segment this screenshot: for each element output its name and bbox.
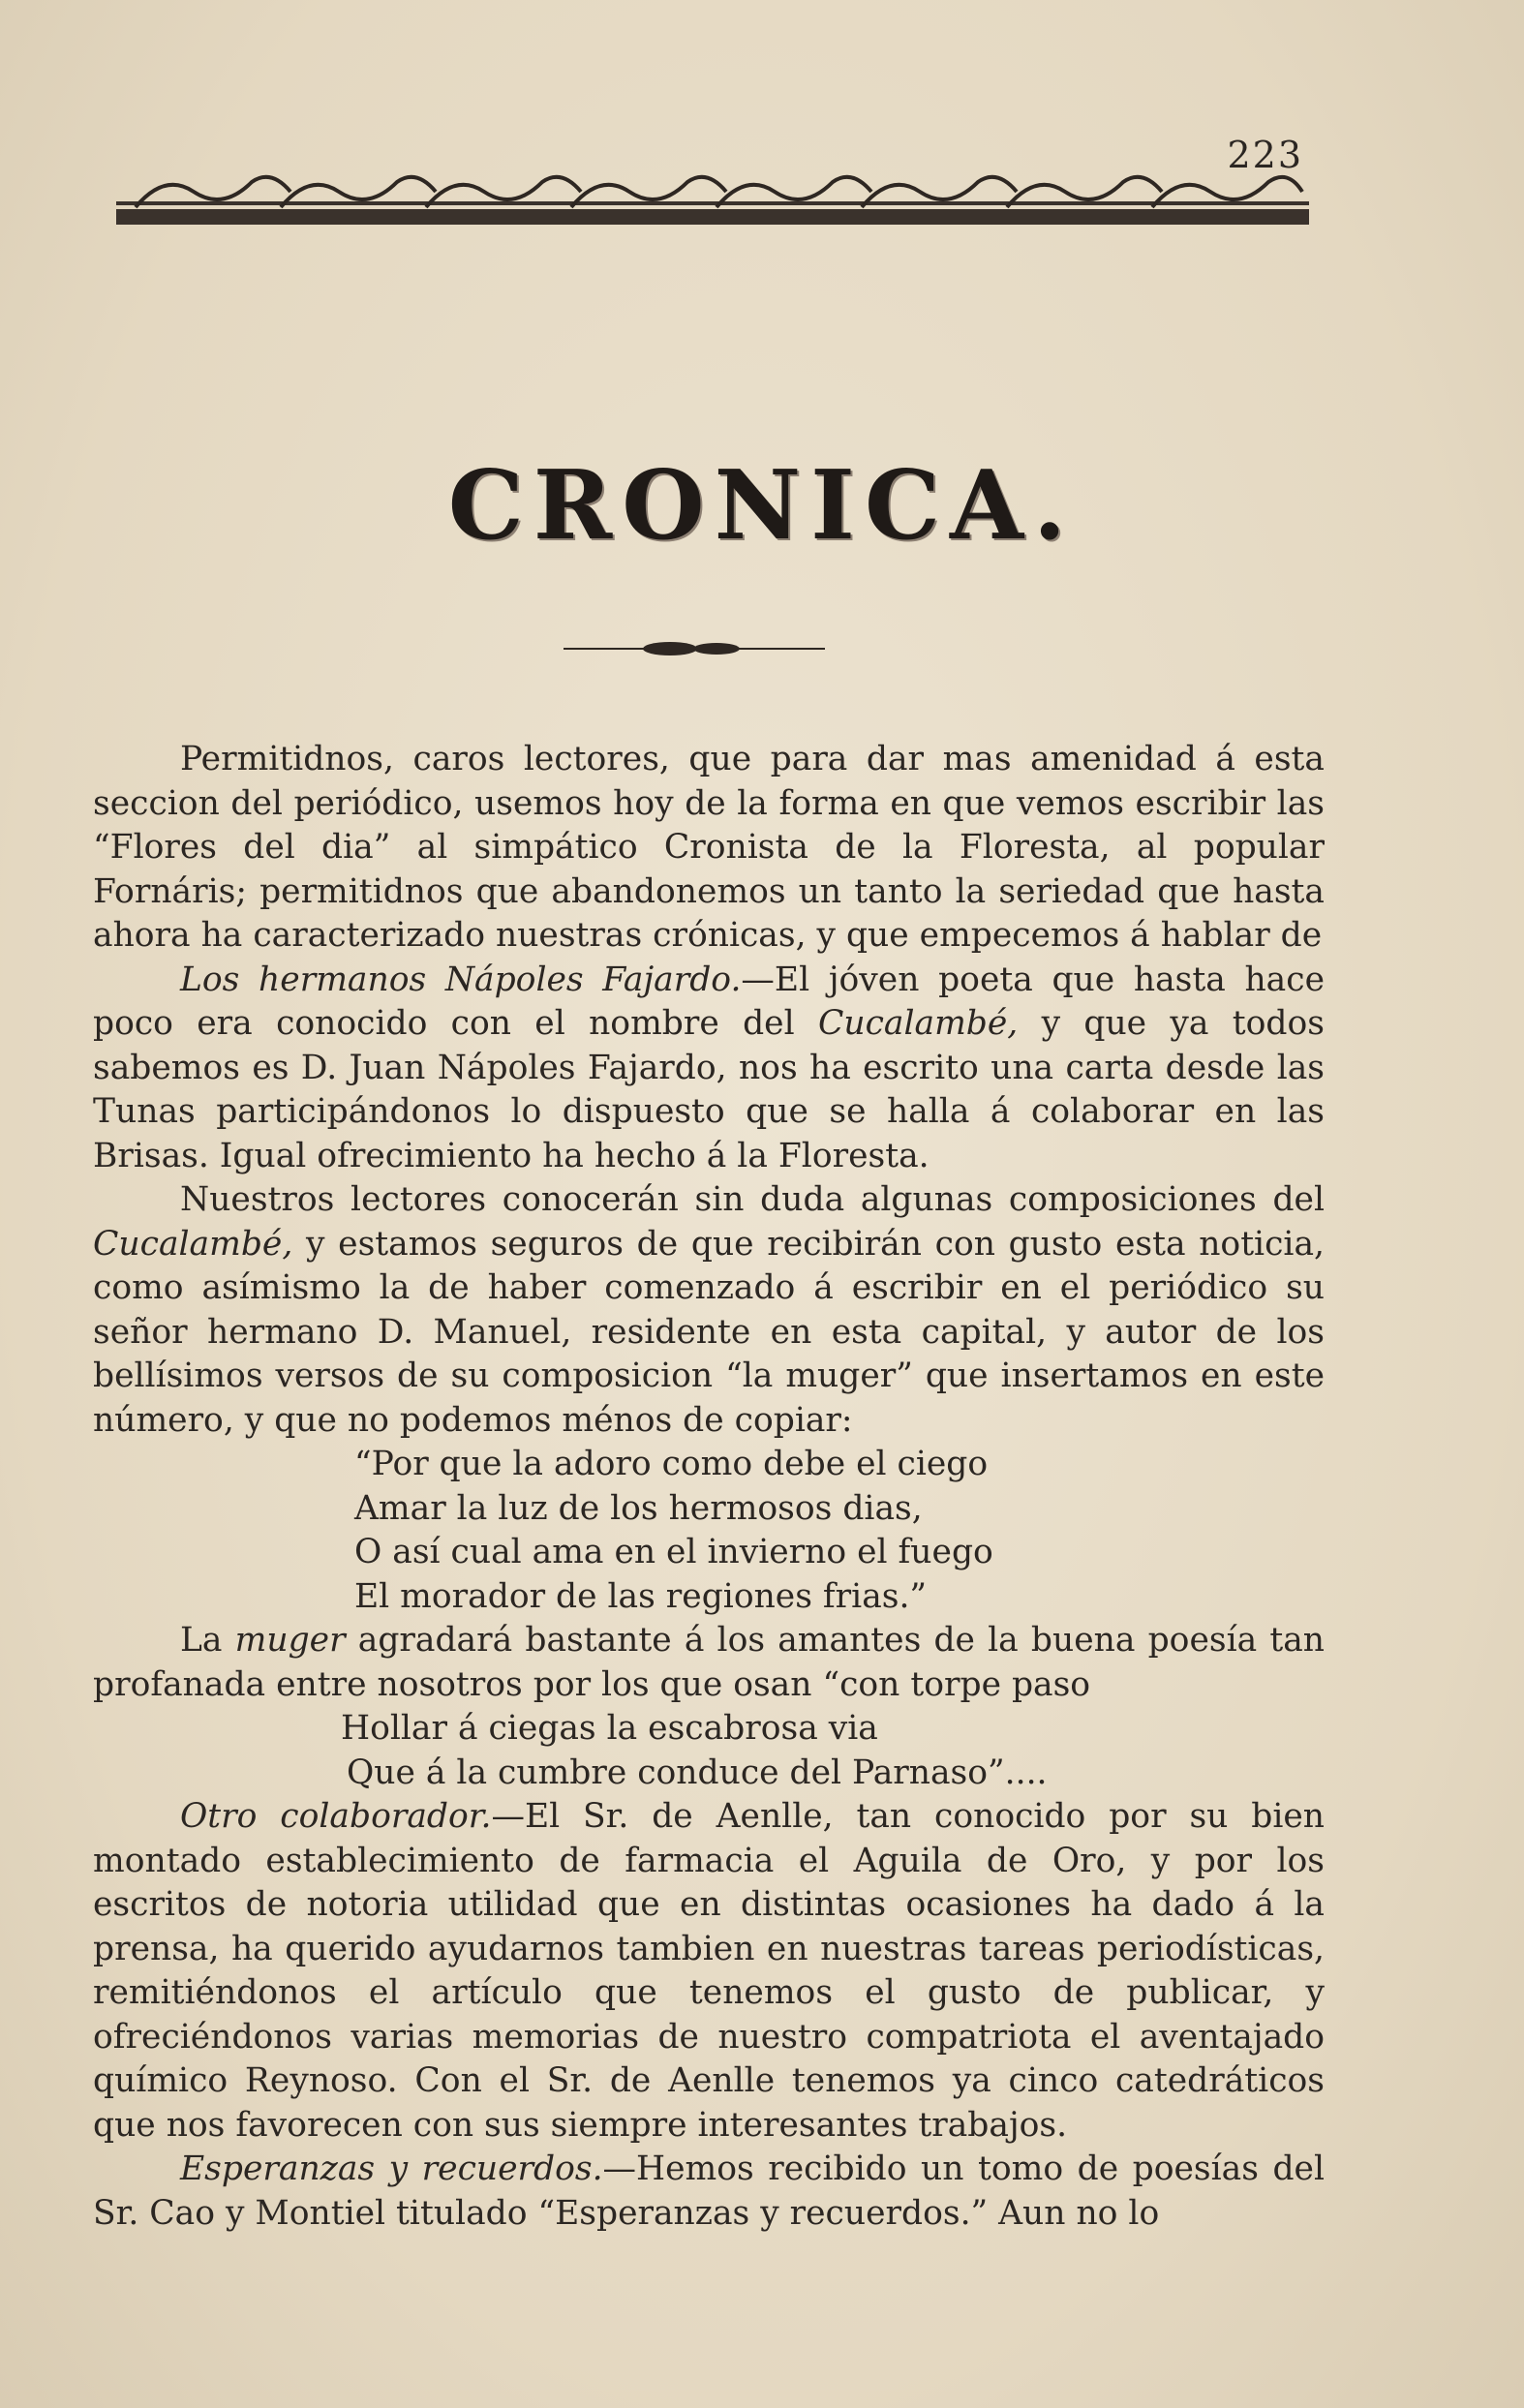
chronicle-headline: CRONICA. <box>447 450 1077 562</box>
title-muger: muger <box>234 1621 346 1660</box>
verse-line: “Por que la adoro como debe el ciego <box>354 1445 989 1483</box>
paragraph-muger <box>93 1619 1325 1707</box>
paragraph-napoles-text-b: y que ya todos sabemos es D. Juan Nápoles Fajardo, nos ha escrito una carta desde las Tunas participándonos lo dispuesto que se halla á colaborar en las Brisas. Igual ofrecimiento ha hecho á la Floresta. <box>93 1004 1325 1175</box>
verse-line: O así cual ama en el invierno el fuego <box>354 1533 993 1571</box>
verse-line: Que á la cumbre conduce del Parnaso”.... <box>347 1753 1048 1792</box>
section-title-esperanzas: Esperanzas y recuerdos. <box>180 2149 603 2188</box>
verse-line: Hollar á ciegas la escabrosa via <box>341 1709 878 1748</box>
section-title-collaborator: Otro colaborador. <box>180 1797 492 1836</box>
paragraph-collaborator <box>93 1795 1325 2148</box>
paragraph-napoles-text-a: —El jóven poeta que hasta hace poco era conocido con el nombre del <box>93 960 1325 1043</box>
verse-line: El morador de las regiones frias.” <box>354 1576 928 1616</box>
paragraph-intro: Permitidnos, caros lectores, que para dar mas amenidad á esta seccion del periódico, usemos hoy de la forma en que vemos escribir las “Flores del dia” al simpático Cronista de la Floresta, al popular Fornáris; permitidnos que abandonemos un tanto la seriedad que hasta ahora ha caracterizado nuestras crónicas, y que empecemos á hablar de <box>93 740 1325 955</box>
page-number: 223 <box>1227 134 1303 176</box>
paragraph-esperanzas-text: —Hemos recibido un tomo de poesías del Sr. Cao y Montiel titulado “Esperanzas y recuerdos.” Aun no lo <box>93 2149 1325 2233</box>
decorative-header-band <box>116 163 1309 230</box>
verse-line: Amar la luz de los hermosos dias, <box>354 1488 923 1528</box>
paragraph-readers <box>93 1178 1325 1443</box>
section-title-napoles: Los hermanos Nápoles Fajardo. <box>180 960 742 999</box>
pen-name-cucalambe-2: Cucalambé, <box>93 1224 293 1264</box>
paragraph-collaborator-text: —El Sr. de Aenlle, tan conocido por su bien montado establecimiento de farmacia el Aguila de Oro, y por los escritos de notoria utilidad que en distintas ocasiones ha dado á la prensa, ha querido ayudarnos tambien en nuestras tareas periodísticas, remitiéndonos el artículo que tenemos el gusto de publicar, y ofreciéndonos varias memorias de nuestro compatriota el aventajado químico Reynoso. Con el Sr. de Aenlle tenemos ya cinco catedráticos que nos favorecen con sus siempre interesantes trabajos. <box>93 1797 1326 2145</box>
paragraph-readers-text-a: Nuestros lectores conocerán sin duda algunas composiciones del <box>180 1180 1325 1219</box>
decorative-divider <box>564 637 825 660</box>
article-body <box>93 738 1325 2236</box>
paragraph-esperanzas <box>93 2148 1325 2236</box>
pen-name-cucalambe: Cucalambé, <box>817 1004 1019 1043</box>
paragraph-napoles <box>93 959 1325 1179</box>
paragraph-muger-text-a: La <box>180 1621 235 1660</box>
paragraph-readers-text-b: y estamos seguros de que recibirán con gusto esta noticia, como asímismo la de haber comenzado á escribir en el periódico su señor hermano D. Manuel, residente en esta capital, y autor de los bellísimos versos de su composicion “la muger” que insertamos en este número, y que no podemos ménos de copiar: <box>93 1224 1325 1440</box>
paragraph-muger-text-b: agradará bastante á los amantes de la buena poesía tan profanada entre nosotros por los que osan “con torpe paso <box>93 1621 1325 1704</box>
